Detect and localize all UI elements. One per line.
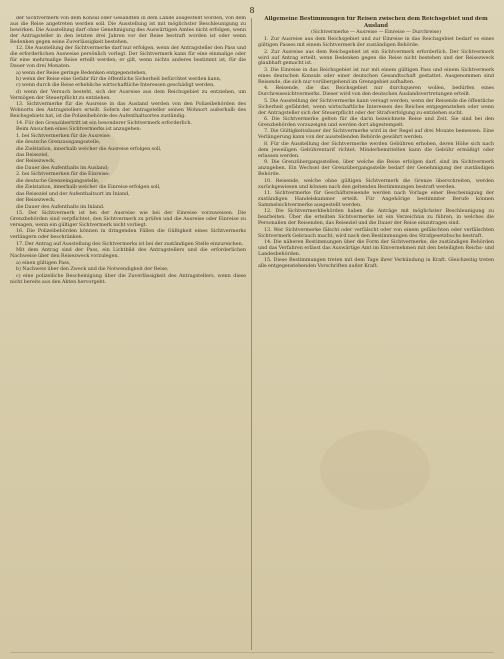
paragraph: b) Nachweis über den Zweck und die Notwendigkeit der Reise, xyxy=(16,266,169,273)
paragraph: 12. Die Sichtvermerkbehörden haben die Anträge mit möglichster Beschleunigung zu bearbeiten. Über die erteilten Sichtvermerke ist ein Verzeichnis zu führen, in welches die Personalien der Reisenden, das Reiseziel und die Dauer der Reise einzutragen sind. xyxy=(258,208,494,227)
column-divider xyxy=(251,18,252,650)
paragraph: 5. Die Ausstellung der Sichtvermerke kann versagt werden, wenn der Reisende die öffentliche Sicherheit gefährdet, wenn wirtschaftliche Interessen des Reiches entgegenstehen oder wenn der Antragsteller sich der Steuerpflicht oder der Strafverfolgung zu entziehen sucht. xyxy=(258,97,494,116)
paragraph: 15. Diese Bestimmungen treten mit dem Tage ihrer Verkündung in Kraft. Gleichzeitig treten alle entgegenstehenden Vorschriften außer Kraft. xyxy=(258,257,494,270)
paragraph: c) eine polizeiliche Bescheinigung über die Zuverlässigkeit des Antragstellers, wenn diese nicht bereits aus den Akten hervorgeht. xyxy=(10,272,246,285)
paragraph: 10. Reisende, welche ohne gültigen Sichtvermerk die Grenze überschreiten, werden zurückgewiesen und können nach den geltenden Bestimmungen bestraft werden. xyxy=(258,177,494,190)
paragraph: 2. bei Sichtvermerken für die Einreise: xyxy=(16,171,110,178)
paragraph: das Reiseziel, xyxy=(16,151,49,158)
paragraph: 3. Die Einreise in das Reichsgebiet ist nur mit einem gültigen Pass und einem Sichtvermerk eines deutschen Konsuls oder einer deutschen Gesandtschaft gestattet. Ausgenommen sind Reisende, die sich nur vorübergehend im Grenzgebiet aufhalten. xyxy=(258,66,494,85)
footer-rule xyxy=(10,652,494,653)
paragraph: 13. Sichtvermerke für die Ausreise in das Ausland werden von den Polizeibehörden des Wohnorts des Antragstellers erteilt. Sofern der Antragsteller seinen Wohnort außerhalb des Reichsgebiets hat, ist die Polizeibehörde des Aufenthaltsortes zuständig. xyxy=(10,101,246,120)
page-number: 8 xyxy=(249,6,255,15)
paragraph: 2. Zur Ausreise aus dem Reichsgebiet ist ein Sichtvermerk erforderlich. Der Sichtvermerk wird auf Antrag erteilt, wenn Bedenken gegen die Reise nicht bestehen und der Reisezweck glaubhaft gemacht ist. xyxy=(258,48,494,67)
paragraph: das Reiseziel und der Aufenthaltsort im Inland, xyxy=(16,190,130,197)
paragraph: 1. Zur Ausreise aus dem Reichsgebiet und zur Einreise in das Reichsgebiet bedarf es eines gültigen Passes mit einem Sichtvermerk der zuständigen Behörde. xyxy=(258,36,494,49)
paragraph: 1. bei Sichtvermerken für die Ausreise: xyxy=(16,132,111,139)
paragraph: 17. Der Antrag auf Ausstellung des Sichtvermerks ist bei der zuständigen Stelle einzureichen. xyxy=(16,240,244,247)
paragraph: a) wenn der Reise geringe Bedenken entgegenstehen, xyxy=(16,69,147,76)
paragraph: 8. Für die Ausstellung der Sichtvermerke werden Gebühren erhoben, deren Höhe sich nach dem jeweiligen Gebührentarif richtet. Minderbemittelten kann die Gebühr ermäßigt oder erlassen werden. xyxy=(258,140,494,159)
right-column xyxy=(258,16,494,652)
left-column xyxy=(10,16,246,652)
paragraph: die Dauer des Aufenthalts im Inland. xyxy=(16,203,105,210)
paragraph: 12. Die Ausstellung der Sichtvermerke darf nur erfolgen, wenn der Antragsteller den Pass und die erforderlichen Ausweise persönlich vorlegt. Der Sichtvermerk kann für eine einmalige oder für eine mehrmalige Reise erteilt werden; er gilt, wenn nichts anderes bestimmt ist, für die Dauer von drei Monaten. xyxy=(10,45,246,70)
paragraph: 11. Sichtvermerke für Geschäftsreisende werden nach Vorlage einer Bescheinigung der zuständigen Handelskammer erteilt. Für Angehörige bestimmter Berufe können Sammelsichtvermerke ausgestellt werden. xyxy=(258,189,494,208)
section-lead: (Sichtvermerke — Ausreise — Einreise — Durchreise) xyxy=(311,29,441,36)
paragraph: 15. Der Sichtvermerk ist bei der Ausreise wie bei der Einreise vorzuweisen. Die Grenzbehörden sind verpflichtet, den Sichtvermerk zu prüfen und die Ausreise oder Einreise zu versagen, wenn ein gültiger Sichtvermerk nicht vorliegt. xyxy=(10,210,246,228)
paragraph: die Zielstation, innerhalb welcher die Einreise erfolgen soll, xyxy=(16,184,161,191)
paragraph: 16. Die Polizeibehörden können in dringenden Fällen die Gültigkeit eines Sichtvermerks verlängern oder beschränken. xyxy=(10,228,246,241)
paragraph: 14. Die näheren Bestimmungen über die Form der Sichtvermerke, die zuständigen Behörden und das Verfahren erlässt das Auswärtige Amt im Einvernehmen mit den beteiligten Reichs- und Landesbehörden. xyxy=(258,239,494,257)
paragraph: die Dauer des Aufenthalts im Ausland; xyxy=(16,164,109,171)
paragraph: der Sichtvermerk von dem Konsul oder Gesandten in dem Lande ausgestellt worden, von dem aus die Reise angetreten werden soll. Die Ausstellung ist mit möglichster Beschleunigung zu bewirken. Die Ausstellung darf ohne Genehmigung des Auswärtigen Amtes nicht erfolgen, wenn der Antragsteller in den letzten drei Jahren vor der Reise bestraft worden ist oder wenn Bedenken gegen seine Zuverlässigkeit bestehen. xyxy=(10,16,246,45)
right-column-body xyxy=(258,37,494,270)
section-title: Allgemeine Bestimmungen für Reisen zwischen dem Reichsgebiet und dem Ausland xyxy=(264,16,488,29)
paragraph: Mit dem Antrag sind der Pass, ein Lichtbild des Antragstellers und die erforderlichen Nachweise über den Reisezweck vorzulegen. xyxy=(10,247,246,260)
paragraph: der Reisezweck, xyxy=(16,158,56,165)
paragraph: c) wenn durch die Reise erhebliche wirtschaftliche Interessen geschädigt werden, xyxy=(16,82,215,89)
paragraph: Beim Ansuchen eines Sichtvermerks ist anzugeben: xyxy=(16,126,142,133)
paragraph: 7. Die Gültigkeitsdauer der Sichtvermerke wird in der Regel auf drei Monate bemessen. Eine Verlängerung kann von der ausstellenden Behörde gewährt werden. xyxy=(258,128,494,141)
paragraph: a) einen gültigen Pass, xyxy=(16,259,71,266)
paragraph: die deutsche Grenzeingangsstelle, xyxy=(16,177,100,184)
paragraph: 14. Für den Grenzübertritt ist ein besonderer Sichtvermerk erforderlich. xyxy=(16,119,192,126)
paragraph: 9. Die Grenzübergangsstellen, über welche die Reise erfolgen darf, sind im Sichtvermerk anzugeben. Ein Wechsel der Grenzübergangsstelle bedarf der Genehmigung der zuständigen Behörde. xyxy=(258,159,494,178)
paragraph: 6. Die Sichtvermerke gelten für die darin bezeichnete Reise und Zeit. Sie sind bei den Grenzbehörden vorzuzeigen und werden dort abgestempelt. xyxy=(258,116,494,128)
paragraph: die deutsche Grenzausgangsstelle, xyxy=(16,139,101,146)
paragraph: 13. Wer Sichtvermerke fälscht oder verfälscht oder von einem gefälschten oder verfälschten Sichtvermerk Gebrauch macht, wird nach den Bestimmungen des Strafgesetzbuchs bestraft. xyxy=(258,226,494,239)
paragraph: d) wenn der Versuch besteht, sich der Ausreise aus dem Reichsgebiet zu entziehen, um Vermögen der Steuerpflicht zu entziehen. xyxy=(10,88,246,101)
paragraph: b) wenn der Reise eine Gefahr für die öffentliche Sicherheit befürchtet werden kann, xyxy=(16,76,222,83)
paragraph: der Reisezweck, xyxy=(16,197,56,204)
paragraph: die Zielstation, innerhalb welcher die Ausreise erfolgen soll, xyxy=(16,145,162,152)
paragraph: 4. Reisende, die das Reichsgebiet nur durchqueren wollen, bedürfen eines Durchreisesichtvermerks. Dieser wird von den deutschen Auslandsvertretungen erteilt. xyxy=(258,85,494,98)
